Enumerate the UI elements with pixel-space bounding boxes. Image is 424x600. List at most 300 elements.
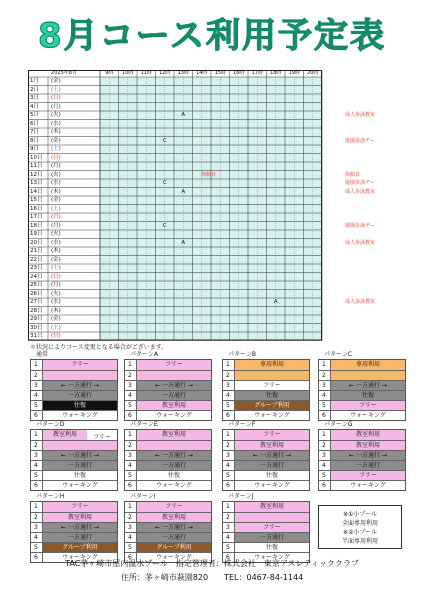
lane-row <box>31 430 117 440</box>
lane-usage <box>137 441 211 450</box>
footer-operator: TAC茅ヶ崎市屋内温水プール 指定管理者：株式会社 東京アスレティッククラブ <box>65 559 359 568</box>
lane-number: 3 <box>31 381 43 390</box>
lane-number: 6 <box>223 553 235 562</box>
lane-number: 1 <box>223 360 235 370</box>
lane-usage: グループ利用 <box>43 543 117 552</box>
lane-row <box>125 410 211 420</box>
lane-number: 6 <box>319 481 331 490</box>
day-label: 8日 <box>30 137 39 144</box>
lane-row <box>319 370 405 380</box>
lane-number: 3 <box>223 523 235 532</box>
lane-number: 1 <box>31 430 43 440</box>
lane-row <box>223 480 309 490</box>
pattern-lanes <box>222 359 310 421</box>
lane-row <box>31 502 117 512</box>
lane-number: 2 <box>31 371 43 380</box>
schedule-row <box>28 154 404 163</box>
schedule-row <box>28 111 404 120</box>
legend-line-4: 半面専用利用 <box>341 538 378 545</box>
lane-number: 1 <box>125 502 137 512</box>
lane-row <box>223 470 309 480</box>
lane-number: 6 <box>223 411 235 420</box>
pattern-lanes <box>222 501 310 563</box>
lane-number: 3 <box>319 381 331 390</box>
lane-row <box>223 542 309 552</box>
lane-row <box>319 430 405 440</box>
lane-usage: グループ利用 <box>137 543 211 552</box>
schedule-row <box>28 196 404 205</box>
schedule-row <box>28 332 404 341</box>
hour-header: 9時 <box>105 70 114 76</box>
weekday-label: (金) <box>51 256 61 263</box>
lane-usage: 教室利用 <box>137 430 211 440</box>
pattern-lanes <box>318 359 406 421</box>
lane-row <box>125 470 211 480</box>
weekday-label: (日) <box>51 95 61 101</box>
lane-row <box>125 480 211 490</box>
lane-row <box>31 410 117 420</box>
lane-row <box>223 390 309 400</box>
lane-number: 6 <box>31 481 43 490</box>
lane-usage: ← 一方通行 → <box>43 523 117 532</box>
lane-number: 4 <box>31 533 43 542</box>
lane-usage: ← 一方通行 → <box>331 451 405 460</box>
day-note: 成人歩泳教室 <box>345 299 376 305</box>
pattern-card <box>30 420 118 491</box>
lane-number: 4 <box>125 391 137 400</box>
pattern-mark: A <box>273 299 278 305</box>
lane-number: 4 <box>223 391 235 400</box>
lane-usage: ウォーキング <box>331 481 405 490</box>
schedule-row <box>28 94 404 103</box>
lane-row <box>31 370 117 380</box>
lane-usage: 教室利用 <box>235 502 309 512</box>
lane-usage: ウォーキング <box>137 553 211 562</box>
hour-header: 12時 <box>159 70 171 76</box>
pattern-card <box>124 350 212 421</box>
day-label: 22日 <box>30 256 43 263</box>
lane-number: 2 <box>31 441 43 450</box>
day-label: 14日 <box>30 188 43 195</box>
weekday-label: (火) <box>51 290 61 297</box>
lane-usage: フリー <box>43 502 117 512</box>
day-label: 4日 <box>30 103 39 110</box>
day-note: 成人歩泳教室 <box>345 112 376 118</box>
lane-row <box>319 400 405 410</box>
weekday-label: (月) <box>51 282 61 288</box>
weekday-label: (日) <box>51 273 61 280</box>
lane-number: 3 <box>125 523 137 532</box>
lane-number: 5 <box>319 401 331 410</box>
lane-row <box>31 440 117 450</box>
pattern-mark: C <box>162 222 167 229</box>
lane-usage: 往復 <box>235 471 309 480</box>
lane-number: 4 <box>125 461 137 470</box>
day-label: 31日 <box>30 333 43 339</box>
lane-number: 1 <box>223 502 235 512</box>
lane-row <box>223 410 309 420</box>
lane-usage: ← 一方通行 → <box>43 451 117 460</box>
pattern-card <box>222 350 310 421</box>
lane-row <box>223 460 309 470</box>
weekday-label: (火) <box>51 231 61 237</box>
pattern-lanes <box>222 429 310 491</box>
lane-row <box>31 400 117 410</box>
lane-usage: ウォーキング <box>43 481 117 490</box>
lane-number: 5 <box>31 401 43 410</box>
lane-usage: 教室利用 <box>43 430 87 440</box>
schedule-row <box>28 188 404 197</box>
weekday-label: (木) <box>51 248 61 254</box>
pattern-title: パターンG <box>324 421 353 428</box>
lane-usage: ← 一方通行 → <box>43 381 117 390</box>
weekday-label: (木) <box>51 188 61 195</box>
lane-usage: 往復 <box>43 401 117 410</box>
lane-row <box>223 522 309 532</box>
lane-number: 6 <box>31 411 43 420</box>
lane-usage: ← 一方通行 → <box>331 381 405 390</box>
schedule-row <box>28 247 404 256</box>
lane-number: 3 <box>223 451 235 460</box>
pattern-title: 通常 <box>36 351 49 358</box>
pattern-card <box>222 492 310 563</box>
lane-row <box>125 380 211 390</box>
legend-line-2: 全面専用利用 <box>341 520 378 527</box>
lane-number: 2 <box>125 441 137 450</box>
pattern-mark: A <box>181 112 186 118</box>
pattern-card <box>30 492 118 563</box>
day-note: 成人歩泳教室 <box>345 239 376 246</box>
day-label: 10日 <box>30 154 43 161</box>
schedule-row <box>28 171 404 180</box>
lane-usage: 往復 <box>331 391 405 400</box>
schedule-row <box>28 103 404 112</box>
schedule-row <box>28 213 404 222</box>
lane-number: 4 <box>319 461 331 470</box>
lane-number: 1 <box>31 360 43 370</box>
schedule-row <box>28 86 404 95</box>
lane-row <box>125 542 211 552</box>
lane-row <box>319 360 405 370</box>
page-title <box>0 4 424 62</box>
lane-row <box>31 470 117 480</box>
lane-number: 6 <box>31 553 43 562</box>
lane-usage: ウォーキング <box>331 411 405 420</box>
lane-number: 5 <box>223 401 235 410</box>
lane-row <box>31 480 117 490</box>
lane-number: 3 <box>125 451 137 460</box>
weekday-label: (月) <box>51 163 61 169</box>
schedule-row <box>28 230 404 239</box>
lane-row <box>31 360 117 370</box>
lane-usage: フリー <box>331 471 405 480</box>
lane-number: 2 <box>125 371 137 380</box>
lane-usage: 一方通行 <box>331 461 405 470</box>
lane-row <box>125 360 211 370</box>
hour-header: 11時 <box>140 70 152 76</box>
lane-usage: 一方通行 <box>235 461 309 470</box>
lane-usage: 往復 <box>137 471 211 480</box>
weekday-label: (土) <box>51 205 61 212</box>
closed-label: 休館日 <box>201 171 217 178</box>
lane-number: 5 <box>125 543 137 552</box>
lane-usage: ← 一方通行 → <box>137 451 211 460</box>
lane-usage: 一方通行 <box>43 461 117 470</box>
lane-row <box>125 430 211 440</box>
lane-row <box>125 502 211 512</box>
lane-usage: 専用利用 <box>235 360 309 370</box>
lane-number: 2 <box>319 441 331 450</box>
lane-usage: 教室利用 <box>137 401 211 410</box>
lane-number: 1 <box>125 360 137 370</box>
lane-row <box>223 450 309 460</box>
lane-usage: ウォーキング <box>137 411 211 420</box>
day-label: 13日 <box>30 180 43 186</box>
pattern-title: パターンH <box>36 493 65 500</box>
lane-row <box>125 460 211 470</box>
weekday-label: (金) <box>51 78 61 84</box>
day-label: 29日 <box>30 316 43 322</box>
day-label: 7日 <box>30 129 39 135</box>
day-note: 成人歩泳教室 <box>345 188 376 195</box>
pattern-mark: A <box>181 239 186 246</box>
schedule-row <box>28 290 404 299</box>
lane-usage: 専用利用 <box>331 360 405 370</box>
lane-row <box>125 512 211 522</box>
lane-row <box>319 380 405 390</box>
lane-usage: 教室利用 <box>331 430 405 440</box>
pattern-title: パターンJ <box>228 493 254 500</box>
weekday-label: (月) <box>51 222 61 229</box>
schedule-row <box>28 222 404 231</box>
lane-row <box>319 450 405 460</box>
weekday-label: (木) <box>51 129 61 135</box>
pattern-lanes <box>124 359 212 421</box>
lane-number: 5 <box>223 471 235 480</box>
lane-usage: 一方通行 <box>43 391 117 400</box>
lane-usage <box>331 371 405 380</box>
day-label: 27日 <box>30 299 43 305</box>
pattern-mark: A <box>181 188 186 195</box>
day-label: 6日 <box>30 120 39 127</box>
lane-usage <box>43 371 117 380</box>
lane-usage: 教室利用 <box>137 513 211 522</box>
schedule-row <box>28 77 404 86</box>
pattern-lanes <box>318 429 406 491</box>
lane-row <box>31 390 117 400</box>
hour-header: 18時 <box>270 70 282 76</box>
pattern-lanes <box>124 501 212 563</box>
lane-row <box>125 440 211 450</box>
day-label: 20日 <box>30 239 43 246</box>
lane-usage: フリー <box>43 360 117 370</box>
day-note: 遊園歩泳デー <box>345 222 376 229</box>
lane-usage: グループ利用 <box>235 401 309 410</box>
pattern-lanes <box>30 501 118 563</box>
lane-row <box>319 460 405 470</box>
day-note: 遊園歩泳デー <box>345 180 376 186</box>
lane-usage: 一方通行 <box>43 533 117 542</box>
lane-number: 3 <box>31 523 43 532</box>
day-label: 5日 <box>30 112 39 118</box>
lane-usage: ← 一方通行 → <box>137 523 211 532</box>
lane-usage: ウォーキング <box>137 481 211 490</box>
lane-number: 5 <box>31 543 43 552</box>
weekday-label: (日) <box>51 333 61 339</box>
lane-number: 2 <box>31 513 43 522</box>
schedule-row <box>28 264 404 273</box>
lane-row <box>31 542 117 552</box>
hour-header: 14時 <box>196 70 208 76</box>
day-label: 15日 <box>30 197 43 203</box>
lane-row <box>31 522 117 532</box>
day-label: 26日 <box>30 290 43 297</box>
lane-usage: 一方通行 <box>235 533 309 542</box>
lane-number: 4 <box>31 461 43 470</box>
lane-usage: フリー <box>331 401 405 410</box>
day-label: 11日 <box>30 163 43 169</box>
lane-usage: ウォーキング <box>235 553 309 562</box>
weekday-label: (月) <box>51 103 61 110</box>
lane-row <box>31 532 117 542</box>
lane-number: 3 <box>319 451 331 460</box>
lane-usage: 一方通行 <box>137 461 211 470</box>
lane-number: 1 <box>319 360 331 370</box>
weekday-label: (土) <box>51 265 61 271</box>
lane-number: 2 <box>223 441 235 450</box>
lane-row <box>125 532 211 542</box>
lane-number: 4 <box>319 391 331 400</box>
weekday-label: (金) <box>51 197 61 203</box>
lane-number: 3 <box>223 381 235 390</box>
schedule-row <box>28 298 404 307</box>
lane-number: 5 <box>319 471 331 480</box>
lane-number: 1 <box>223 430 235 440</box>
lane-usage: ウォーキング <box>235 481 309 490</box>
lane-side-label: フリー <box>87 433 117 443</box>
lane-row <box>31 380 117 390</box>
lane-row <box>319 440 405 450</box>
lane-usage: ← 一方通行 → <box>235 451 309 460</box>
lane-number: 3 <box>31 451 43 460</box>
lane-row <box>125 400 211 410</box>
lane-row <box>223 380 309 390</box>
weekday-label: (火) <box>51 171 61 178</box>
schedule-row <box>28 315 404 324</box>
schedule-row <box>28 128 404 137</box>
pattern-title: パターンD <box>36 421 65 428</box>
lane-row <box>223 502 309 512</box>
weekday-label: (日) <box>51 154 61 161</box>
lane-row <box>319 470 405 480</box>
lane-number: 2 <box>223 371 235 380</box>
lane-number: 4 <box>223 533 235 542</box>
lane-row <box>319 480 405 490</box>
lane-usage <box>43 441 117 450</box>
lane-number: 1 <box>319 430 331 440</box>
lane-usage <box>137 371 211 380</box>
pattern-card <box>124 420 212 491</box>
lane-number: 2 <box>223 513 235 522</box>
lane-number: 3 <box>125 381 137 390</box>
legend-line-1: ※①小プール <box>342 511 378 518</box>
weekday-label: (水) <box>51 120 61 127</box>
lane-row <box>319 390 405 400</box>
lane-row <box>223 440 309 450</box>
lane-usage: ウォーキング <box>43 411 117 420</box>
schedule-row <box>28 120 404 129</box>
pattern-card <box>124 492 212 563</box>
lane-number: 5 <box>223 543 235 552</box>
hour-header: 20時 <box>307 70 319 76</box>
pattern-card <box>222 420 310 491</box>
schedule-row <box>28 307 404 316</box>
lane-usage: ウォーキング <box>43 553 117 562</box>
lane-usage: 往復 <box>235 543 309 552</box>
schedule-row <box>28 205 404 214</box>
hour-header: 19時 <box>288 70 300 76</box>
day-label: 19日 <box>30 231 43 237</box>
lane-row <box>31 460 117 470</box>
weekday-label: (木) <box>51 307 61 314</box>
day-label: 21日 <box>30 248 43 254</box>
weekday-label: (土) <box>51 324 61 331</box>
schedule-row <box>28 162 404 171</box>
lane-usage: 教室利用 <box>331 441 405 450</box>
lane-usage: フリー <box>137 502 211 512</box>
weekday-label: (火) <box>51 112 61 118</box>
weekday-label: (金) <box>51 316 61 322</box>
lane-row <box>125 450 211 460</box>
pattern-title: パターンB <box>228 351 256 358</box>
pattern-mark: C <box>162 137 167 144</box>
day-note: 遊園歩泳デー <box>345 137 376 144</box>
lane-row <box>31 450 117 460</box>
schedule-row <box>28 179 404 188</box>
day-label: 1日 <box>30 78 39 84</box>
lane-row <box>319 410 405 420</box>
lane-number: 4 <box>125 533 137 542</box>
weekday-label: (水) <box>51 299 61 305</box>
lane-number: 5 <box>125 471 137 480</box>
lane-row <box>223 400 309 410</box>
lane-number: 6 <box>125 481 137 490</box>
lane-number: 5 <box>31 471 43 480</box>
lane-row <box>223 360 309 370</box>
lane-number: 6 <box>223 481 235 490</box>
lane-usage: 一方通行 <box>137 391 211 400</box>
hour-header: 10時 <box>122 70 134 76</box>
lane-usage: 一方通行 <box>137 533 211 542</box>
weekday-label: (水) <box>51 239 61 246</box>
pattern-card <box>30 350 118 421</box>
lane-usage: ← 一方通行 → <box>137 381 211 390</box>
lane-row <box>125 522 211 532</box>
pattern-title: パターンA <box>130 351 158 358</box>
lane-usage: フリー <box>137 360 211 370</box>
schedule-header-label: 2025年8月 <box>51 70 77 76</box>
schedule-row <box>28 281 404 290</box>
pattern-lanes <box>124 429 212 491</box>
lane-usage: 往復 <box>235 391 309 400</box>
weekday-label: (土) <box>51 86 61 93</box>
pattern-mark: C <box>162 180 167 186</box>
lane-number: 2 <box>125 513 137 522</box>
lane-number: 5 <box>125 401 137 410</box>
lane-usage: ウォーキング <box>235 411 309 420</box>
lane-row <box>31 512 117 522</box>
pattern-title: パターンI <box>130 493 156 500</box>
